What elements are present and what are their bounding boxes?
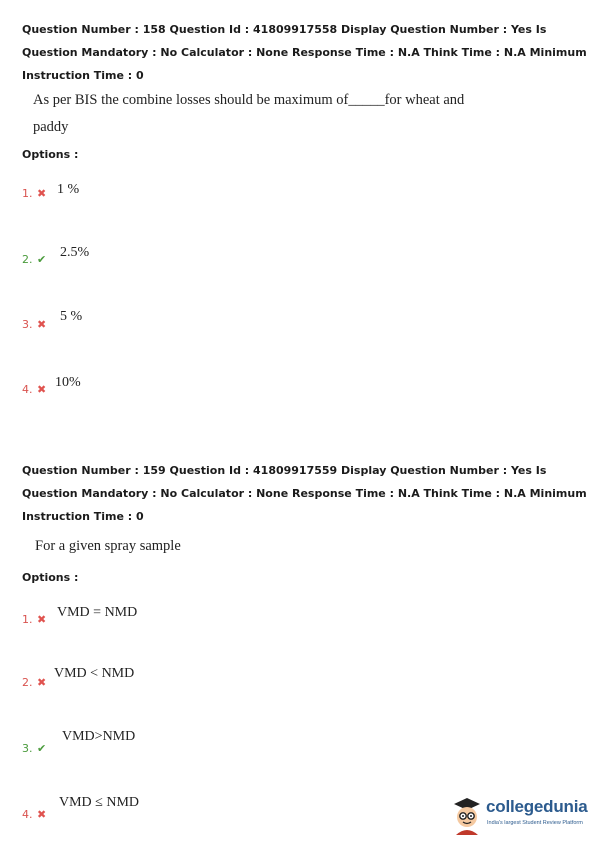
option-number: 3.: [22, 318, 33, 331]
cross-icon: ✖: [37, 187, 47, 200]
option-text: VMD < NMD: [54, 666, 135, 681]
option-text: VMD>NMD: [62, 729, 136, 744]
question-meta: Question Number : 159 Question Id : 41809917559 Display Question Number : Yes Is Question Mandatory : No Calculator : None Response Time : N.A Think Time : N.A Minimum Instruction Time : 0: [22, 464, 587, 523]
option-number: 2.: [22, 253, 33, 266]
collegedunia-logo: [450, 795, 592, 837]
check-icon: ✔: [37, 253, 47, 266]
options-label: Options :: [22, 148, 79, 161]
cross-icon: ✖: [37, 808, 47, 821]
cross-icon: ✖: [37, 383, 47, 396]
option-text: 2.5%: [60, 245, 90, 260]
option-text: VMD = NMD: [57, 605, 138, 620]
option-number: 4.: [22, 383, 33, 396]
brand-name: collegedunia: [486, 797, 588, 816]
option-number: 4.: [22, 808, 33, 821]
cross-icon: ✖: [37, 676, 47, 689]
option-number: 1.: [22, 613, 33, 626]
option-text: 10%: [55, 375, 81, 390]
option-number: 1.: [22, 187, 33, 200]
check-icon: ✔: [37, 742, 47, 755]
option-text: VMD ≤ NMD: [59, 795, 140, 810]
question-text: For a given spray sample: [35, 538, 181, 554]
question-meta: Question Number : 158 Question Id : 41809917558 Display Question Number : Yes Is Question Mandatory : No Calculator : None Response Time : N.A Think Time : N.A Minimum Instruction Time : 0: [22, 23, 587, 82]
option-number: 2.: [22, 676, 33, 689]
cross-icon: ✖: [37, 318, 47, 331]
option-text: 1 %: [57, 182, 80, 197]
option-text: 5 %: [60, 309, 83, 324]
question-text-continued: paddy: [33, 119, 69, 135]
question-text: As per BIS the combine losses should be maximum of_____for wheat and: [33, 92, 465, 108]
cross-icon: ✖: [37, 613, 47, 626]
option-number: 3.: [22, 742, 33, 755]
brand-tagline: India's largest Student Review Platform: [487, 820, 583, 826]
options-label: Options :: [22, 571, 79, 584]
student-mascot-icon: [450, 795, 484, 835]
